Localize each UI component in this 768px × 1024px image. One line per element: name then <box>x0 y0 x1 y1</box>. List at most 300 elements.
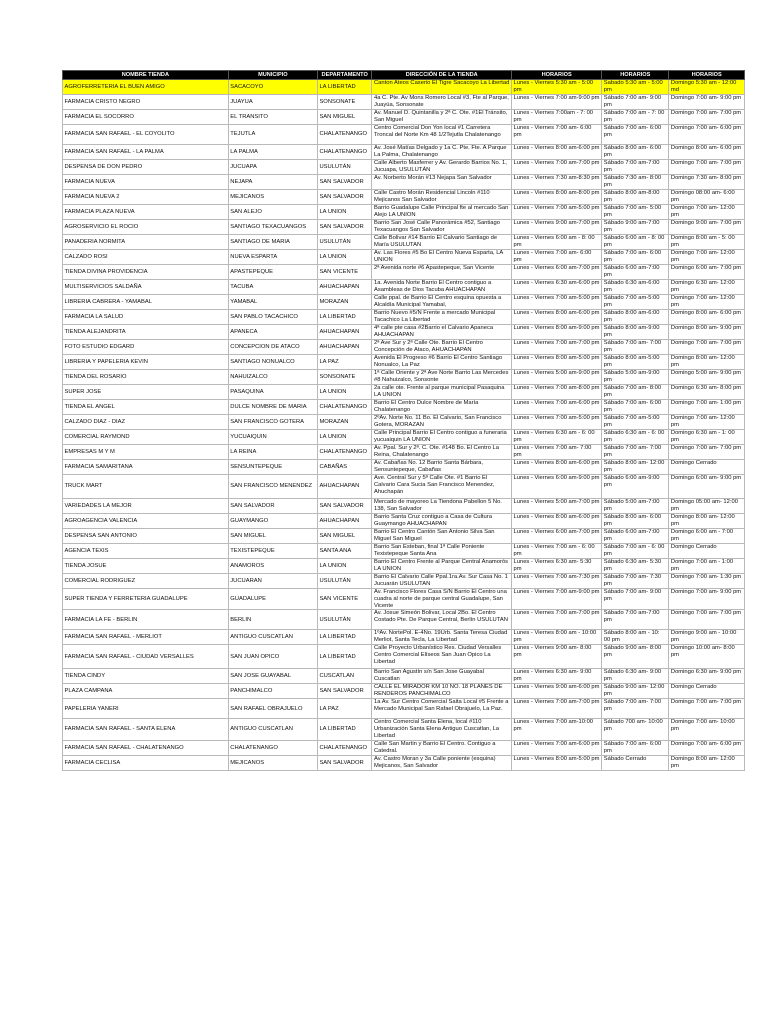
address-cell: Barrio San Agustín s/n San Jose Guayabal Cuscatlan <box>372 669 512 684</box>
address-cell: Barrio Nuevo #5/N Frente a mercado Municipal Tacachico La Libertad <box>372 310 512 325</box>
store-directory-sheet <box>62 70 745 771</box>
address-cell: Calle ppal. de Barrio El Centro esquina opuesta a Alcaldía Municipal Yamabal, <box>372 295 512 310</box>
saturday-hours-cell: Sábado 7:00 am-5:00 pm <box>602 415 669 430</box>
sunday-hours-cell: Domingo 7:00 am- 7:00 pm <box>669 699 745 719</box>
table-row <box>63 669 745 684</box>
address-cell: Av. Francisco Flores Casa S/N Barrio El Centro una cuadra al norte de parque central Guadalupe, San Vicente <box>372 589 512 610</box>
table-row <box>63 544 745 559</box>
department-cell: AHUACHAPAN <box>317 340 372 355</box>
sunday-hours-cell: Domingo 7:00 am- 1:00 pm <box>669 400 745 415</box>
table-row <box>63 415 745 430</box>
store-name-cell: TIENDA DIVINA PROVIDENCIA <box>63 265 229 280</box>
table-row <box>63 355 745 370</box>
sunday-hours-cell: Domingo 8:00 am- 9:00 pm <box>669 325 745 340</box>
table-row <box>63 110 745 125</box>
sunday-hours-cell: Domingo 8:00 am- 12:00 pm <box>669 355 745 370</box>
sunday-hours-cell: Domingo 7:00 am - 1:00 pm <box>669 559 745 574</box>
saturday-hours-cell: Sábado 8:00 am-5:00 pm <box>602 355 669 370</box>
address-cell: Calle Castro Morán Residencial Lincoln #110 Mejicanos San Salvador <box>372 190 512 205</box>
department-cell: SAN VICENTE <box>317 265 372 280</box>
municipality-cell: SAN JUAN OPICO <box>228 645 317 669</box>
department-cell: AHUACHAPAN <box>317 280 372 295</box>
sunday-hours-cell: Domingo 5:30 am - 12:00 md <box>669 80 745 95</box>
address-cell: Barrio San José Calle Panorámica #52, Santiago Texacuangos San Salvador <box>372 220 512 235</box>
table-row <box>63 610 745 630</box>
sunday-hours-cell: Domingo 7:00 am- 7:00 pm <box>669 445 745 460</box>
saturday-hours-cell: Sábado 8:00 am- 6:00 pm <box>602 514 669 529</box>
table-row <box>63 529 745 544</box>
municipality-cell: SAN MIGUEL <box>228 529 317 544</box>
sunday-hours-cell: Domingo 7:00 am- 12:00 pm <box>669 415 745 430</box>
department-cell: SAN SALVADOR <box>317 755 372 770</box>
municipality-cell: BERLIN <box>228 610 317 630</box>
municipality-cell: DULCE NOMBRE DE MARIA <box>228 400 317 415</box>
store-name-cell: FARMACIA EL SOCORRO <box>63 110 229 125</box>
address-cell: Calle Bolivar #14 Barrio El Calvario Santiago de María USULUTAN <box>372 235 512 250</box>
store-name-cell: AGENCIA TEXIS <box>63 544 229 559</box>
store-name-cell: COMERCIAL RODRIGUEZ <box>63 574 229 589</box>
municipality-cell: JUCUAPA <box>228 160 317 175</box>
weekday-hours-cell: Lunes - Viernes 6:00 am - 8: 00 pm <box>512 235 602 250</box>
table-row <box>63 400 745 415</box>
weekday-hours-cell: Lunes - Viernes 7:00 am-8:00 pm <box>512 385 602 400</box>
department-cell: USULUTÁN <box>317 574 372 589</box>
saturday-hours-cell: Sábado 6:30 am-6:00 pm <box>602 280 669 295</box>
municipality-cell: JUAYUA <box>228 95 317 110</box>
address-cell: 1a. Avenida Norte Barrio El Centro contiguo a Asambleas de Dios Tacuba AHUACHAPAN <box>372 280 512 295</box>
saturday-hours-cell: Sábado 6:00 am-7:00 pm <box>602 265 669 280</box>
address-cell: Av. Manuel D. Quintanilla y 2ª C. Ote. #1El Tránsito, San Miguel <box>372 110 512 125</box>
municipality-cell: TACUBA <box>228 280 317 295</box>
sunday-hours-cell: Domingo 08:00 am- 6:00 pm <box>669 190 745 205</box>
saturday-hours-cell: Sábado 9:00 am- 8:00 pm <box>602 645 669 669</box>
store-name-cell: COMERCIAL RAYMOND <box>63 430 229 445</box>
address-cell: Barrio Guadalupe Calle Principal fte al mercado San Alejo LA UNION <box>372 205 512 220</box>
municipality-cell: ANTIGUO CUSCATLAN <box>228 719 317 740</box>
store-name-cell: PANADERIA NORMITA <box>63 235 229 250</box>
store-name-cell: TIENDA DEL ROSARIO <box>63 370 229 385</box>
weekday-hours-cell: Lunes - Viernes 7:30 am-8:30 pm <box>512 175 602 190</box>
saturday-hours-cell: Sábado 7:00 am-7:00 pm <box>602 610 669 630</box>
store-name-cell: LIBRERIA Y PAPELERIA KEVIN <box>63 355 229 370</box>
sunday-hours-cell: Domingo 7:00 am- 9:00 pm <box>669 589 745 610</box>
department-cell: CHALATENANGO <box>317 145 372 160</box>
sunday-hours-cell: Domingo 8:00 am- 12:00 pm <box>669 514 745 529</box>
sunday-hours-cell: Domingo 8:00 am - 5: 00 pm <box>669 235 745 250</box>
store-name-cell: FARMACIA SAN RAFAEL - LA PALMA <box>63 145 229 160</box>
department-cell: CHALATENANGO <box>317 445 372 460</box>
municipality-cell: ANAMOROS <box>228 559 317 574</box>
address-cell: Av. Ppal. Sur y 2ª. C. Ote. #148 Bo. El Centro La Reina, Chalatenango <box>372 445 512 460</box>
department-cell: LA LIBERTAD <box>317 310 372 325</box>
store-name-cell: DESPENSA SAN ANTONIO <box>63 529 229 544</box>
store-name-cell: TIENDA JOSUE <box>63 559 229 574</box>
department-cell: MORAZAN <box>317 295 372 310</box>
store-name-cell: TIENDA EL ANGEL <box>63 400 229 415</box>
weekday-hours-cell: Lunes - Viernes 7:00 am-9:00 pm <box>512 589 602 610</box>
table-row <box>63 220 745 235</box>
municipality-cell: SANTIAGO DE MARIA <box>228 235 317 250</box>
department-cell: USULUTÁN <box>317 610 372 630</box>
store-name-cell: FOTO ESTUDIO EDGARD <box>63 340 229 355</box>
saturday-hours-cell: Sábado 7:00 am - 6: 00 pm <box>602 544 669 559</box>
table-row <box>63 755 745 770</box>
department-cell: MORAZAN <box>317 415 372 430</box>
table-row <box>63 630 745 645</box>
municipality-cell: SACACOYO <box>228 80 317 95</box>
municipality-cell: EL TRANSITO <box>228 110 317 125</box>
saturday-hours-cell: Sábado 6:00 am-7:00 pm <box>602 529 669 544</box>
municipality-cell: GUAYMANGO <box>228 514 317 529</box>
municipality-cell: YAMABAL <box>228 295 317 310</box>
table-row <box>63 719 745 740</box>
sunday-hours-cell: Domingo 6:00 am- 7:00 pm <box>669 265 745 280</box>
sunday-hours-cell: Domingo 05:00 am- 12:00 pm <box>669 499 745 514</box>
table-row <box>63 235 745 250</box>
address-cell: Calle Principal Barrio El Centro contiguo a funeraria yucuaiquin LA UNION <box>372 430 512 445</box>
department-cell: LA UNION <box>317 559 372 574</box>
address-cell: Mercado de mayoreo La Tiendona Pabellon 5 No. 138, San Salvador <box>372 499 512 514</box>
address-cell: Barrio El Calvario Calle Ppal.1ra.Av. Sur Casa No. 1 Jucuarán USULUTAN <box>372 574 512 589</box>
saturday-hours-cell: Sábado 7:00 am- 9:00 pm <box>602 589 669 610</box>
store-name-cell: TRUCK MART <box>63 475 229 499</box>
sunday-hours-cell: Domingo 9:00 am- 7:00 pm <box>669 220 745 235</box>
department-cell: SAN MIGUEL <box>317 110 372 125</box>
sunday-hours-cell: Domingo 7:00 am- 7:00 pm <box>669 610 745 630</box>
saturday-hours-cell: Sábado 8:00 am-6:00 pm <box>602 310 669 325</box>
weekday-hours-cell: Lunes - Viernes 8:00 am-6:00 pm <box>512 514 602 529</box>
department-cell: CABAÑAS <box>317 460 372 475</box>
department-cell: SAN SALVADOR <box>317 220 372 235</box>
table-row <box>63 310 745 325</box>
municipality-cell: PANCHIMALCO <box>228 684 317 699</box>
department-cell: LA LIBERTAD <box>317 645 372 669</box>
saturday-hours-cell: Sábado 6:30 am- 9:00 pm <box>602 669 669 684</box>
weekday-hours-cell: Lunes - Viernes 6:30 am- 9:00 pm <box>512 669 602 684</box>
weekday-hours-cell: Lunes - Viernes 7:00 am-9:00 pm <box>512 95 602 110</box>
department-cell: LA LIBERTAD <box>317 80 372 95</box>
weekday-hours-cell: Lunes - Viernes 8:00 am-9:00 pm <box>512 325 602 340</box>
table-row <box>63 265 745 280</box>
municipality-cell: PASAQUINA <box>228 385 317 400</box>
weekday-hours-cell: Lunes - Viernes 8:00 am-5:00 pm <box>512 355 602 370</box>
address-cell: Barrio Santa Cruz contiguo a Casa de Cultura Guaymango AHUACHAPAN <box>372 514 512 529</box>
table-row <box>63 325 745 340</box>
store-name-cell: FARMACIA CECLISA <box>63 755 229 770</box>
sunday-hours-cell: Domingo Cerrado <box>669 544 745 559</box>
table-row <box>63 645 745 669</box>
saturday-hours-cell: Sábado 7:00 am-5:00 pm <box>602 295 669 310</box>
municipality-cell: CONCEPCION DE ATACO <box>228 340 317 355</box>
municipality-cell: NUEVA ESPARTA <box>228 250 317 265</box>
table-row <box>63 430 745 445</box>
municipality-cell: SAN RAFAEL OBRAJUELO <box>228 699 317 719</box>
saturday-hours-cell: Sábado 7:00 am - 7: 00 pm <box>602 110 669 125</box>
table-row <box>63 699 745 719</box>
store-name-cell: FARMACIA SAN RAFAEL - CHALATENANGO <box>63 740 229 755</box>
header-store-name: NOMBRE TIENDA <box>63 71 229 80</box>
weekday-hours-cell: Lunes - Viernes 5:00 am-9:00 pm <box>512 370 602 385</box>
weekday-hours-cell: Lunes - Viernes 6:30 am - 6: 00 pm <box>512 430 602 445</box>
saturday-hours-cell: Sábado 9:00 am- 12:00 pm <box>602 684 669 699</box>
saturday-hours-cell: Sábado 8:00 am- 12:00 pm <box>602 460 669 475</box>
sunday-hours-cell: Domingo 10:00 am- 8:00 pm <box>669 645 745 669</box>
address-cell: Calle San Martin y Barrio El Centro. Contiguo a Catedral. <box>372 740 512 755</box>
table-row <box>63 370 745 385</box>
weekday-hours-cell: Lunes - Viernes 7:00 am-7:00 pm <box>512 699 602 719</box>
department-cell: SAN SALVADOR <box>317 190 372 205</box>
saturday-hours-cell: Sábado 8:00 am-8:00 pm <box>602 190 669 205</box>
address-cell: 2a calle ote. Frente al parque municipal Pasaquina LA UNION <box>372 385 512 400</box>
weekday-hours-cell: Lunes - Viernes 7:00 am-10:00 pm <box>512 719 602 740</box>
saturday-hours-cell: Sábado 8:00 am- 6:00 pm <box>602 145 669 160</box>
department-cell: SONSONATE <box>317 370 372 385</box>
saturday-hours-cell: Sábado 6:00 am-9:00 pm <box>602 475 669 499</box>
table-row <box>63 475 745 499</box>
weekday-hours-cell: Lunes - Viernes 6:00 am-7:00 pm <box>512 265 602 280</box>
sunday-hours-cell: Domingo 6:00 am - 7:00 pm <box>669 529 745 544</box>
weekday-hours-cell: Lunes - Viernes 8:00 am-6:00 pm <box>512 310 602 325</box>
sunday-hours-cell: Domingo 6:30 am- 12:00 pm <box>669 280 745 295</box>
address-cell: Av. Cabañas No. 12 Barrio Santa Bárbara, Sensuntepeque, Cabañas <box>372 460 512 475</box>
department-cell: LA LIBERTAD <box>317 630 372 645</box>
municipality-cell: APANECA <box>228 325 317 340</box>
weekday-hours-cell: Lunes - Viernes 8:00 am - 10:00 pm <box>512 630 602 645</box>
municipality-cell: TEXISTEPEQUE <box>228 544 317 559</box>
store-name-cell: MULTISERVICIOS SALDAÑA <box>63 280 229 295</box>
table-row <box>63 190 745 205</box>
department-cell: AHUACHAPAN <box>317 475 372 499</box>
saturday-hours-cell: Sábado 700 am- 10:00 pm <box>602 719 669 740</box>
store-name-cell: PLAZA CAMPANA <box>63 684 229 699</box>
weekday-hours-cell: Lunes - Viernes 7:00am - 7: 00 pm <box>512 110 602 125</box>
department-cell: LA UNION <box>317 205 372 220</box>
sunday-hours-cell: Domingo 8:00 am- 12:00 pm <box>669 755 745 770</box>
header-department: DEPARTAMENTO <box>317 71 372 80</box>
address-cell: Canton Ateos Caserio El Tigre Sacacoyo La Libertad <box>372 80 512 95</box>
municipality-cell: ANTIGUO CUSCATLAN <box>228 630 317 645</box>
sunday-hours-cell: Domingo 6:30 am- 8:00 pm <box>669 385 745 400</box>
sunday-hours-cell: Domingo 7:00 am- 1:30 pm <box>669 574 745 589</box>
header-saturday-hours: HORARIOS <box>602 71 669 80</box>
store-name-cell: FARMACIA NUEVA 2 <box>63 190 229 205</box>
saturday-hours-cell: Sábado 7:00 am- 7:00 pm <box>602 445 669 460</box>
table-row <box>63 160 745 175</box>
saturday-hours-cell: Sábado 7:30 am- 8:00 pm <box>602 175 669 190</box>
store-name-cell: TIENDA CINDY <box>63 669 229 684</box>
municipality-cell: CHALATENANGO <box>228 740 317 755</box>
store-name-cell: CALZADO ROSI <box>63 250 229 265</box>
sunday-hours-cell: Domingo 7:00 am- 10:00 pm <box>669 719 745 740</box>
store-name-cell: PAPELERIA YANERI <box>63 699 229 719</box>
saturday-hours-cell: Sábado 7:00 am- 9:00 pm <box>602 95 669 110</box>
department-cell: USULUTÁN <box>317 160 372 175</box>
table-row <box>63 514 745 529</box>
sunday-hours-cell: Domingo Cerrado <box>669 684 745 699</box>
sunday-hours-cell: Domingo 7:00 am- 7:00 pm <box>669 110 745 125</box>
table-row <box>63 175 745 190</box>
municipality-cell: LA REINA <box>228 445 317 460</box>
saturday-hours-cell: Sábado 9:00 am-7:00 pm <box>602 220 669 235</box>
department-cell: CHALATENANGO <box>317 400 372 415</box>
weekday-hours-cell: Lunes - Viernes 9:00 am-7:00 pm <box>512 220 602 235</box>
address-cell: Barrio El Centro Cantón San Antonio Silva San Miguel San Miguel <box>372 529 512 544</box>
table-header-row <box>63 71 745 80</box>
table-row <box>63 205 745 220</box>
weekday-hours-cell: Lunes - Viernes 5:30 am - 5:00 pm <box>512 80 602 95</box>
saturday-hours-cell: Sábado 7:00 am- 6:00 pm <box>602 125 669 145</box>
table-row <box>63 460 745 475</box>
store-name-cell: FARMACIA NUEVA <box>63 175 229 190</box>
sunday-hours-cell: Domingo 7:00 am- 12:00 pm <box>669 205 745 220</box>
department-cell: LA PAZ <box>317 699 372 719</box>
weekday-hours-cell: Lunes - Viernes 9:00 am-6:00 pm <box>512 684 602 699</box>
sunday-hours-cell: Domingo 7:00 am- 6:00 pm <box>669 125 745 145</box>
saturday-hours-cell: Sábado 7:00 am- 6:00 pm <box>602 740 669 755</box>
department-cell: LA UNION <box>317 385 372 400</box>
sunday-hours-cell: Domingo 7:30 am- 8:00 pm <box>669 175 745 190</box>
table-row <box>63 125 745 145</box>
saturday-hours-cell: Sábado 7:00 am- 6:00 pm <box>602 400 669 415</box>
address-cell: Ave. Central Sur y 5ª Calle Ote. #1 Barrio El Calvario Cara Sucia San Francisco Menendez, Ahuchapán <box>372 475 512 499</box>
municipality-cell: JUCUARAN <box>228 574 317 589</box>
department-cell: SAN SALVADOR <box>317 684 372 699</box>
weekday-hours-cell: Lunes - Viernes 5:00 am-7:00 pm <box>512 499 602 514</box>
municipality-cell: NAHUIZALCO <box>228 370 317 385</box>
store-name-cell: EMPRESAS M Y M <box>63 445 229 460</box>
weekday-hours-cell: Lunes - Viernes 7:00 am - 6: 00 pm <box>512 544 602 559</box>
store-name-cell: FARMACIA SAN RAFAEL - CIUDAD VERSALLES <box>63 645 229 669</box>
municipality-cell: LA PALMA <box>228 145 317 160</box>
municipality-cell: SAN PABLO TACACHICO <box>228 310 317 325</box>
municipality-cell: SAN JOSE GUAYABAL <box>228 669 317 684</box>
address-cell: Calle Alberto Masferrer y Av. Gerardo Barrios No. 1, Jucuapa, USULUTÁN <box>372 160 512 175</box>
address-cell: Calle Proyecto Urbanístico Res. Ciudad Versalles Centro Comercial Elíseos San Juan Opico La Libertad <box>372 645 512 669</box>
department-cell: LA UNION <box>317 430 372 445</box>
municipality-cell: SENSUNTEPEQUE <box>228 460 317 475</box>
address-cell: Centro Comercial Don Yon local #1 Carretera Troncal del Norte Km 48 1/2Tejutla Chalatenango <box>372 125 512 145</box>
saturday-hours-cell: Sábado 8:00 am - 10: 00 pm <box>602 630 669 645</box>
municipality-cell: TEJUTLA <box>228 125 317 145</box>
department-cell: SANTA ANA <box>317 544 372 559</box>
header-municipality: MUNICIPIO <box>228 71 317 80</box>
store-name-cell: TIENDA ALEJANDRITA <box>63 325 229 340</box>
table-row <box>63 559 745 574</box>
saturday-hours-cell: Sábado 7:00 am-7:00 pm <box>602 160 669 175</box>
department-cell: CUSCATLAN <box>317 669 372 684</box>
store-name-cell: SUPER TIENDA Y FERRETERIA GUADALUPE <box>63 589 229 610</box>
store-name-cell: AGROSERVICIO EL ROCIO <box>63 220 229 235</box>
weekday-hours-cell: Lunes - Viernes 7:00 am-6:00 pm <box>512 400 602 415</box>
table-row <box>63 445 745 460</box>
saturday-hours-cell: Sábado Cerrado <box>602 755 669 770</box>
table-row <box>63 295 745 310</box>
store-name-cell: FARMACIA SAN RAFAEL - SANTA ELENA <box>63 719 229 740</box>
table-row <box>63 250 745 265</box>
department-cell: LA PAZ <box>317 355 372 370</box>
address-cell: Avenida El Progreso #6 Barrio El Centro Santiago Nonualco, La Paz <box>372 355 512 370</box>
municipality-cell: SANTIAGO NONUALCO <box>228 355 317 370</box>
address-cell: 1ª Calle Oriente y 2ª Ave Norte Barrio Las Mercedes #8 Nahuizalco, Sonsonte <box>372 370 512 385</box>
weekday-hours-cell: Lunes - Viernes 8:00 am-6:00 pm <box>512 145 602 160</box>
store-name-cell: FARMACIA SAN RAFAEL - MERLIOT <box>63 630 229 645</box>
department-cell: SAN VICENTE <box>317 589 372 610</box>
department-cell: CHALATENANGO <box>317 125 372 145</box>
sunday-hours-cell: Domingo Cerrado <box>669 460 745 475</box>
saturday-hours-cell: Sábado 7:00 am- 6:00 pm <box>602 250 669 265</box>
store-directory-table <box>62 70 745 771</box>
sunday-hours-cell: Domingo 7:00 am- 12:00 pm <box>669 295 745 310</box>
department-cell: AHUACHAPAN <box>317 514 372 529</box>
weekday-hours-cell: Lunes - Viernes 7:00 am- 7:00 pm <box>512 445 602 460</box>
municipality-cell: APASTEPEQUE <box>228 265 317 280</box>
address-cell: CALLE EL MIRADOR KM 10 NO. 18 PLANES DE RENDEROS PANCHIMALCO <box>372 684 512 699</box>
store-name-cell: CALZADO DIAZ - DIAZ <box>63 415 229 430</box>
header-address: DIRECCIÓN DE LA TIENDA <box>372 71 512 80</box>
sunday-hours-cell: Domingo 9:00 am - 10:00 pm <box>669 630 745 645</box>
weekday-hours-cell: Lunes - Viernes 7:00 am- 6:00 pm <box>512 250 602 265</box>
saturday-hours-cell: Sábado 5:00 am-7:00 pm <box>602 499 669 514</box>
saturday-hours-cell: Sábado 7:00 am- 7:00 pm <box>602 699 669 719</box>
store-name-cell: FARMACIA PLAZA NUEVA <box>63 205 229 220</box>
weekday-hours-cell: Lunes - Viernes 7:00 am-7:00 pm <box>512 340 602 355</box>
address-cell: 1ºAv. NortePol. E-4No. 19Urb. Santa Teresa Ciudad Merliot, Santa Tecla, La Libertad <box>372 630 512 645</box>
address-cell: Centro Comercial Santa Elena, local #110 Urbanización Santa Elena Antiguo Cuscatlan, La Libertad <box>372 719 512 740</box>
table-row <box>63 499 745 514</box>
store-name-cell: FARMACIA SAMARITANA <box>63 460 229 475</box>
saturday-hours-cell: Sábado 6:30 am - 6: 00 pm <box>602 430 669 445</box>
weekday-hours-cell: Lunes - Viernes 7:00 am- 6:00 pm <box>512 125 602 145</box>
municipality-cell: MEJICANOS <box>228 190 317 205</box>
municipality-cell: SANTIAGO TEXACUANGOS <box>228 220 317 235</box>
municipality-cell: SAN ALEJO <box>228 205 317 220</box>
store-name-cell: FARMACIA SAN RAFAEL - EL COYOLITO <box>63 125 229 145</box>
weekday-hours-cell: Lunes - Viernes 8:00 am-6:00 pm <box>512 460 602 475</box>
store-name-cell: AGROAGENCIA VALENCIA <box>63 514 229 529</box>
address-cell: 2ª Avenida norte #6 Apastepeque, San Vicente <box>372 265 512 280</box>
department-cell: SAN SALVADOR <box>317 175 372 190</box>
municipality-cell: SAN FRANCISCO GOTERA <box>228 415 317 430</box>
table-row <box>63 95 745 110</box>
saturday-hours-cell: Sábado 7:00 am- 7:00 pm <box>602 340 669 355</box>
department-cell: LA LIBERTAD <box>317 719 372 740</box>
weekday-hours-cell: Lunes - Viernes 6:00 am-7:00 pm <box>512 529 602 544</box>
header-sunday-hours: HORARIOS <box>669 71 745 80</box>
department-cell: SAN MIGUEL <box>317 529 372 544</box>
store-name-cell: VARIEDADES LA MEJOR <box>63 499 229 514</box>
weekday-hours-cell: Lunes - Viernes 7:00 am-7:00 pm <box>512 160 602 175</box>
saturday-hours-cell: Sábado 6:30 am- 5:30 pm <box>602 559 669 574</box>
address-cell: Av. Norberto Morán #13 Nejapa San Salvador <box>372 175 512 190</box>
table-row <box>63 385 745 400</box>
address-cell: Av. Castro Moran y 3a Calle poniente (esquina) Mejicanos, San Salvador <box>372 755 512 770</box>
department-cell: USULUTÁN <box>317 235 372 250</box>
sunday-hours-cell: Domingo 8:00 am- 6:00 pm <box>669 310 745 325</box>
department-cell: SAN SALVADOR <box>317 499 372 514</box>
table-row <box>63 145 745 160</box>
department-cell: SONSONATE <box>317 95 372 110</box>
table-row <box>63 340 745 355</box>
sunday-hours-cell: Domingo 6:00 am- 9:00 pm <box>669 475 745 499</box>
weekday-hours-cell: Lunes - Viernes 6:30 am- 5:30 pm <box>512 559 602 574</box>
address-cell: Av. Las Flores #5 Bo El Centro Nueva Esparta, LA UNION <box>372 250 512 265</box>
sunday-hours-cell: Domingo 8:00 am- 6:00 pm <box>669 145 745 160</box>
sunday-hours-cell: Domingo 7:00 am- 6:00 pm <box>669 740 745 755</box>
table-row <box>63 80 745 95</box>
address-cell: 2ºAv. Norte No. 11 Bo. El Calvario, San Francisco Gotera, MORAZAN <box>372 415 512 430</box>
municipality-cell: YUCUAIQUIN <box>228 430 317 445</box>
table-row <box>63 280 745 295</box>
